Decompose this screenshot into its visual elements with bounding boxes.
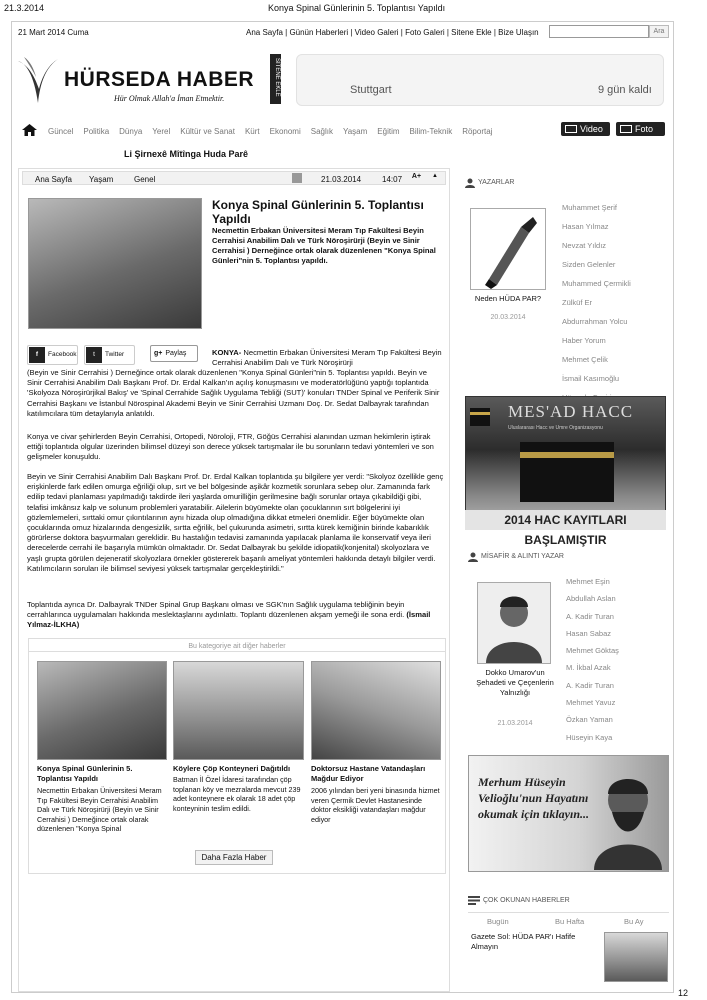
sitene-ekle-label: SİTENE EKLE (274, 58, 280, 97)
logo-icon[interactable] (16, 55, 60, 107)
print-icon[interactable] (292, 173, 302, 183)
twitter-share-button[interactable] (84, 345, 135, 365)
search-button[interactable]: Ara (649, 25, 669, 38)
article-paragraph-4 (27, 600, 444, 631)
guest-feature-photo[interactable] (477, 582, 551, 664)
article-lead: Necmettin Erbakan Üniversitesi Meram Tıp Fakültesi Beyin Cerrahisi Anabilim Dalı ve Türk Nöroşirürji (Beyin ve Sinir Cerrahisi ) Derneğince ortak olarak düzenlenen "Konya Spinal Günleri"nin 5. Toplantısı yapıldı. (212, 226, 436, 265)
nav-politika[interactable]: Politika (83, 127, 110, 136)
more-news-button[interactable]: Daha Fazla Haber (195, 850, 273, 865)
popular-divider (468, 912, 669, 913)
guest-writer-item[interactable]: Özkan Yaman (566, 715, 613, 725)
fax-date: 21.3.2014 (4, 3, 45, 13)
video-label: Video (580, 124, 603, 134)
related-3-text: 2006 yılından beri yeni binasında hizmet veren Çermik Devlet Hastanesinde doktor eksikliği vatandaşları mağdur ediyor (311, 786, 440, 824)
hac-ad-subtitle: Uluslararası Hacc ve Umre Organizasyonu (508, 425, 603, 431)
related-divider (28, 651, 446, 652)
writer-item[interactable]: Muhammet Şerif (562, 203, 618, 212)
sitene-ekle-tab[interactable] (270, 54, 281, 104)
nav-yasam[interactable]: Yaşam (342, 127, 368, 136)
twitter-icon: t (86, 347, 102, 363)
nav-bilim[interactable]: Bilim-Teknik (409, 127, 453, 136)
writer-item[interactable]: Mehmet Çelik (562, 355, 608, 364)
article-paragraph-2: Konya ve civar şehirlerden Beyin Cerrahisi, Ortopedi, Nöroloji, FTR, Göğüs Cerrahisi alanından uzman hekimlerin iştirak ettiği toplantıda olgular üzerinden bilimsel düzeyi son derece yüksek tartışmalar ile bu sorunların tedavi yöntemleri ve son gelişmeler konuşuldu. (27, 432, 434, 462)
facebook-icon: f (29, 347, 45, 363)
guest-feature-caption[interactable]: Dokko Umarov'un Şehadeti ve Çeçenlerin Yalnızlığı (476, 668, 554, 697)
nav-saglik[interactable]: Sağlık (310, 127, 333, 136)
nav-egitim[interactable]: Eğitim (377, 127, 400, 136)
video-button[interactable] (561, 122, 610, 136)
guest-feature-date: 21.03.2014 (497, 720, 533, 727)
related-1-photo[interactable] (37, 661, 167, 760)
guest-writer-icon (468, 552, 478, 562)
article-paragraph-3: Beyin ve Sinir Cerrahisi Anabilim Dalı Başkanı Prof. Dr. Erdal Kalkan toplantıda şu bilgilere yer verdi: "Skolyoz özellikle genç erişkinlerde fark edilen omurga eğriliği olup, sırt ve bel bölgesinde aşikâr kozmetik sorunlara sebep olur. Zamanında fark edilip tedavi planlaması yapılmadığı takdirde ileri yaşlarda omurilliğin gerilmesine bağlı sorunlar ortaya çıkabildiği gibi, telafisi imkânsız kalp ve solunum problemleri yaratabilir. Ailelerin büyümekte olan çocuklarının sırt bölgelerini iyi gözlemlemeleri, sırttaki omur çıkıntılarının aynı hizada olup olmadığına dikkat etmeleri önemlidir. Eğer büyümekte olan çocuklarında omuz hizalarında dengesizlik, sırtta eğrilik, bel çukurunda asimetri, sırtta kürek kemiğinin birinde kabarıklık görürlerse doktora başvurmaları gereklidir. Bu hastalığın tedavisi zamanında yapılacak planlama ile konservatif veya ileri derecelerde cerrahi ile başarıyla mümkün olmaktadır. Dr. Sedat Dalbayrak bu şekilde idiopatik(konjenital) skolyozlara ve yaşlı grupta görülen dejeneratif skolyozlara örnekler göstererek başarılı ameliyat yöntemleri hakkında detaylı bilgiler verdi. Katılımcıların soruları ile bilimsel seviyesi yüksek tartışmalar gerçekleştirildi." (27, 472, 444, 573)
font-decrease-icon[interactable]: ▲ (432, 173, 438, 179)
search-input[interactable] (549, 25, 649, 38)
nav-kurt[interactable]: Kürt (244, 127, 260, 136)
related-2-title[interactable]: Köylere Çöp Konteyneri Dağıtıldı (173, 764, 291, 773)
related-2-photo[interactable] (173, 661, 304, 760)
writer-feature-photo[interactable] (470, 208, 546, 290)
popular-tab-week[interactable]: Bu Hafta (555, 917, 585, 926)
article-time: 14:07 (382, 175, 403, 184)
breadcrumb-subcategory[interactable]: Genel (134, 175, 156, 184)
guest-writer-item[interactable]: Mehmet Göktaş (566, 646, 619, 656)
article-intro-text: Necmettin Erbakan Üniversitesi Meram Tıp Fakültesi Beyin Cerrahisi Anabilim Dalı ve Türk Nöroşirürji (212, 348, 442, 368)
font-increase-button[interactable]: A+ (411, 173, 422, 180)
guest-writer-item[interactable]: A. Kadir Turan (566, 611, 614, 621)
gplus-icon: g+ (154, 350, 163, 357)
fountain-pen-icon (471, 209, 545, 289)
twitter-label: Twitter (105, 351, 125, 358)
guest-writers-title: MİSAFİR & ALINTI YAZAR (481, 553, 564, 560)
nav-guncel[interactable]: Güncel (48, 127, 74, 136)
article-paragraph-4-text: Toplantıda ayrıca Dr. Dalbayrak TNDer Spinal Grup Başkanı olması ve SGK'nın Sağlık uygulama tebliğinin beyin cerrahlarınca uygulamaları hakkında meslektaşlarını aydınlattı. Toplantı düzenlenen akşam yemeği ile sona erdi. (27, 600, 405, 620)
velioglu-portrait (590, 760, 666, 870)
writer-item[interactable]: Muhammed Çermikli (562, 279, 631, 288)
writer-item[interactable]: Sizden Gelenler (562, 260, 616, 269)
popular-tab-month[interactable]: Bu Ay (624, 917, 644, 926)
related-1-text: Necmettin Erbakan Üniversitesi Meram Tıp Fakültesi Beyin Cerrahisi Anabilim Dalı ve Türk Nöroşirürji (Beyin ve Sinir Cerrahisi ) Derneğince ortak olarak düzenlenen "Konya Spinal (37, 786, 162, 833)
writer-feature-date: 20.03.2014 (490, 314, 526, 321)
popular-news-title: ÇOK OKUNAN HABERLER (483, 897, 570, 904)
video-icon (565, 125, 577, 133)
main-nav (48, 127, 492, 136)
guest-writers-list (566, 573, 619, 746)
ticker-headline[interactable]: Li Şirnexê Mîtînga Huda Parê (124, 149, 249, 159)
camera-icon (620, 125, 632, 133)
velioglu-ad-line1: Merhum Hüseyin (478, 775, 566, 789)
popular-news-thumbnail[interactable] (604, 932, 668, 982)
writers-list (562, 198, 631, 407)
nav-dunya[interactable]: Dünya (119, 127, 143, 136)
foto-label: Foto (635, 124, 654, 134)
writer-item[interactable]: Abdurrahman Yolcu (562, 317, 628, 326)
related-heading: Bu kategoriye ait diğer haberler (188, 643, 286, 650)
writers-title: YAZARLAR (478, 179, 515, 186)
logo-tagline: Hür Olmak Allah'a İman Etmektir. (114, 94, 225, 103)
related-2-text: Batman İl Özel İdaresi tarafından çöp toplanan köy ve mezralarda mevcut 239 adet konteynere ek olarak 18 adet çöp konteyninin teslim edildi. (173, 775, 301, 813)
countdown: 9 gün kaldı (598, 84, 652, 96)
guest-writer-item[interactable]: M. İkbal Azak (566, 663, 611, 673)
gplus-label: Paylaş (165, 350, 187, 357)
portrait-icon (478, 583, 550, 663)
writer-item[interactable]: Zülküf Er (562, 298, 593, 307)
kaaba-band (520, 452, 614, 458)
article-title: Konya Spinal Günlerinin 5. Toplantısı Yapıldı (212, 198, 424, 226)
nav-kultur[interactable]: Kültür ve Sanat (180, 127, 235, 136)
news-list-icon (468, 896, 480, 905)
article-date: 21.03.2014 (321, 175, 362, 184)
guest-writer-item[interactable]: A. Kadir Turan (566, 680, 614, 690)
byline: (İsmail Yılmaz-İLKHA) (27, 610, 431, 630)
guest-writer-item[interactable]: Hasan Sabaz (566, 628, 612, 638)
writer-item[interactable]: İsmail Kasımoğlu (562, 374, 620, 383)
velioglu-ad-line2: Velioğlu'nun Hayatını (478, 791, 589, 805)
facebook-label: Facebook (48, 351, 77, 358)
page-number: 12 (678, 988, 689, 998)
related-1-title[interactable]: Konya Spinal Günlerinin 5. Toplantısı Yapıldı (37, 764, 133, 783)
writer-item[interactable]: Haber Yorum (562, 336, 606, 345)
guest-writer-item[interactable]: Abdullah Aslan (566, 594, 616, 604)
velioglu-ad-line3: okumak için tıklayın... (478, 807, 590, 821)
guest-writer-item[interactable]: Mehmet Yavuz (566, 698, 616, 708)
dateline: KONYA- (212, 348, 242, 357)
guest-writer-item[interactable]: Mehmet Eşin (566, 577, 610, 586)
nav-yerel[interactable]: Yerel (152, 127, 171, 136)
gplus-share-button[interactable] (150, 345, 198, 362)
home-icon[interactable] (22, 124, 37, 136)
guest-writer-item[interactable]: Hüseyin Kaya (566, 732, 613, 742)
nav-ekonomi[interactable]: Ekonomi (269, 127, 301, 136)
related-3-title[interactable]: Doktorsuz Hastane Vatandaşları Mağdur Ediyor (311, 764, 426, 783)
writer-icon (465, 178, 475, 188)
facebook-share-button[interactable] (27, 345, 78, 365)
writer-item[interactable]: Nevzat Yıldız (562, 241, 607, 250)
kaaba-image (520, 442, 614, 502)
related-3-photo[interactable] (311, 661, 441, 760)
top-date: 21 Mart 2014 Cuma (18, 28, 89, 37)
popular-news-item[interactable]: Gazete Sol: HÜDA PAR'ı Hafife Almayın (471, 932, 576, 951)
hac-ad-brand: MES'AD HACC (508, 402, 634, 421)
article-paragraph-1: (Beyin ve Sinir Cerrahisi ) Derneğince ortak olarak düzenlenen "Konya Spinal Günleri"nin 5. Toplantısı yapıldı. Beyin ve Sinir Cerrahisi Anabilim Dalı Başkanı Prof. Dr. Erdal Kalkan'ın açılış konuşmasını ve moderatörlüğünü yaptığı toplantıda 'Skolyoza Nöroşirürjikal Bakış' ve 'Spinal Cerrahide Sağlık Uygulama Tebliği (SUT)' konuları TNDer Spinal ve Periferik Sinir Cerrahisi Başkanı ve İstanbul Nörospinal Akademi Beyin ve Sinir Cerrahisi Uzmanı Doç. Dr. Sedat Dalbayrak tarafından katılımcılara tüm detaylarıyla anlatıldı. (27, 368, 440, 418)
breadcrumb-home[interactable]: Ana Sayfa (35, 175, 72, 184)
writer-item[interactable]: Hasan Yılmaz (562, 222, 609, 231)
nav-roportaj[interactable]: Röportaj (462, 127, 493, 136)
logo-name[interactable]: HÜRSEDA HABER (64, 68, 255, 91)
popular-tab-today[interactable]: Bugün (487, 917, 509, 926)
breadcrumb-category[interactable]: Yaşam (89, 175, 114, 184)
weather-city: Stuttgart (350, 84, 392, 96)
article-photo (28, 198, 202, 329)
writer-feature-caption[interactable]: Neden HÜDA PAR? (474, 294, 542, 303)
article-intro (212, 348, 444, 368)
foto-button[interactable] (616, 122, 665, 136)
fax-title: Konya Spinal Günlerinin 5. Toplantısı Yapıldı (268, 3, 446, 13)
kaaba-icon (465, 400, 495, 430)
hac-ad-headline: 2014 HAC KAYITLARI BAŞLAMIŞTIR (465, 510, 666, 530)
top-links[interactable]: Ana Sayfa | Günün Haberleri | Video Galeri | Foto Galeri | Sitene Ekle | Bize Ulaşın (246, 28, 539, 37)
weather-box (296, 54, 664, 106)
